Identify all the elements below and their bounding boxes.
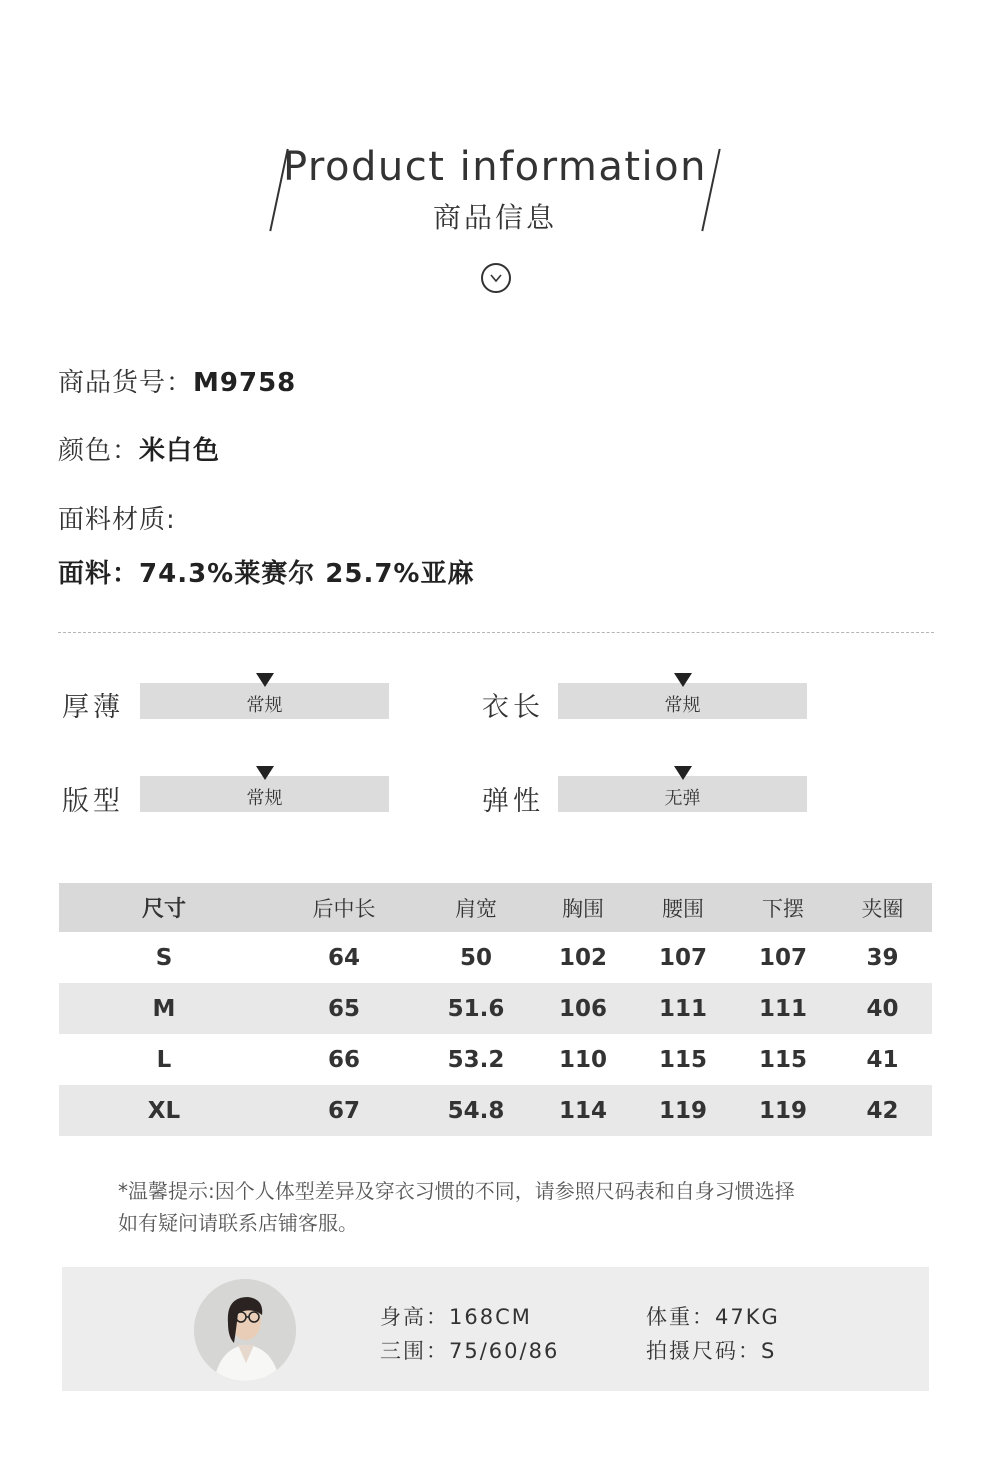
table-cell: 107: [658, 944, 707, 971]
attr-label-thickness: 厚薄: [62, 692, 124, 723]
section-title-en: Product information: [283, 144, 707, 190]
table-cell: 106: [558, 995, 607, 1022]
table-cell: 107: [758, 944, 807, 971]
model-height-label: 身高：: [380, 1305, 449, 1329]
fabric-label: 面料：: [58, 559, 140, 589]
table-cell: 115: [758, 1046, 807, 1073]
model-weight: [646, 1301, 780, 1331]
tip-line-1: *温馨提示:因个人体型差异及穿衣习惯的不同，请参照尺码表和自身习惯选择: [118, 1179, 795, 1203]
model-measure-label: 三围：: [380, 1339, 449, 1363]
dashed-divider: [58, 632, 934, 633]
table-cell: 119: [658, 1097, 707, 1124]
attr-value-elasticity: 无弹: [664, 788, 701, 809]
indicator-triangle-icon: [256, 673, 274, 687]
table-header-row: [59, 883, 932, 932]
model-height-value: 168CM: [449, 1305, 532, 1329]
table-cell: 66: [327, 1046, 360, 1073]
table-row: [59, 983, 932, 1034]
indicator-triangle-icon: [674, 766, 692, 780]
attr-value-thickness: 常规: [246, 695, 283, 716]
attr-bar-elasticity: [558, 776, 807, 812]
attr-value-fit: 常规: [246, 788, 283, 809]
table-cell: M: [152, 995, 176, 1022]
color-label: 颜色：: [58, 436, 140, 466]
chevron-down-icon: [481, 263, 511, 293]
model-info-box: [62, 1267, 929, 1391]
table-header-cell: 肩宽: [455, 896, 497, 921]
indicator-triangle-icon: [256, 766, 274, 780]
attr-bar-fit: [140, 776, 389, 812]
attr-label-elasticity: 弹性: [482, 786, 544, 817]
fabric-value: 74.3%莱赛尔 25.7%亚麻: [139, 559, 475, 589]
table-cell: XL: [147, 1097, 181, 1124]
table-cell: 111: [658, 995, 707, 1022]
size-table: [59, 883, 932, 1136]
table-cell: L: [156, 1046, 172, 1073]
table-cell: 115: [658, 1046, 707, 1073]
table-row: [59, 1085, 932, 1136]
table-row: [59, 932, 932, 983]
table-cell: 53.2: [447, 1046, 505, 1073]
section-title-cn: 商品信息: [432, 201, 557, 234]
model-height: [380, 1301, 532, 1331]
table-cell: 102: [558, 944, 607, 971]
table-header-cell: 腰围: [662, 896, 704, 921]
attr-value-length: 常规: [664, 695, 701, 716]
attr-bar-thickness: [140, 683, 389, 719]
table-cell: 54.8: [447, 1097, 505, 1124]
color-value: 米白色: [139, 436, 221, 466]
attr-bar-length: [558, 683, 807, 719]
attr-label-fit: 版型: [62, 786, 124, 817]
table-cell: 67: [327, 1097, 360, 1124]
table-cell: 110: [558, 1046, 607, 1073]
model-size-label: 拍摄尺码：: [646, 1339, 761, 1363]
attr-label-length: 衣长: [482, 692, 544, 723]
table-cell: 65: [327, 995, 360, 1022]
table-header-cell: 尺寸: [141, 897, 186, 922]
model-weight-label: 体重：: [646, 1305, 715, 1329]
table-header-cell: 胸围: [562, 896, 604, 921]
table-cell: S: [155, 944, 173, 971]
table-header-cell: 下摆: [762, 896, 804, 921]
model-measure-value: 75/60/86: [449, 1339, 560, 1363]
table-cell: 111: [758, 995, 807, 1022]
table-cell: 64: [327, 944, 360, 971]
model-measurements: [380, 1335, 559, 1365]
indicator-triangle-icon: [674, 673, 692, 687]
sku-line: [58, 362, 296, 399]
model-size: [646, 1335, 776, 1365]
table-cell: 119: [758, 1097, 807, 1124]
table-cell: 42: [866, 1097, 899, 1124]
model-weight-value: 47KG: [715, 1305, 780, 1329]
color-line: [58, 430, 220, 467]
table-cell: 114: [558, 1097, 607, 1124]
material-label: 面料材质:: [58, 505, 176, 535]
table-cell: 40: [866, 995, 899, 1022]
table-header-cell: 夹圈: [861, 896, 904, 921]
model-size-value: S: [761, 1339, 777, 1363]
table-row: [59, 1034, 932, 1085]
table-header-cell: 后中长: [312, 896, 376, 921]
sku-value: M9758: [193, 368, 297, 398]
table-cell: 51.6: [447, 995, 505, 1022]
tip-line-2: 如有疑问请联系店铺客服。: [118, 1211, 358, 1235]
table-cell: 50: [459, 944, 492, 971]
table-cell: 41: [866, 1046, 899, 1073]
table-cell: 39: [866, 944, 899, 971]
sku-label: 商品货号：: [58, 368, 194, 398]
model-avatar: [194, 1279, 296, 1381]
fabric-line: [58, 553, 474, 590]
